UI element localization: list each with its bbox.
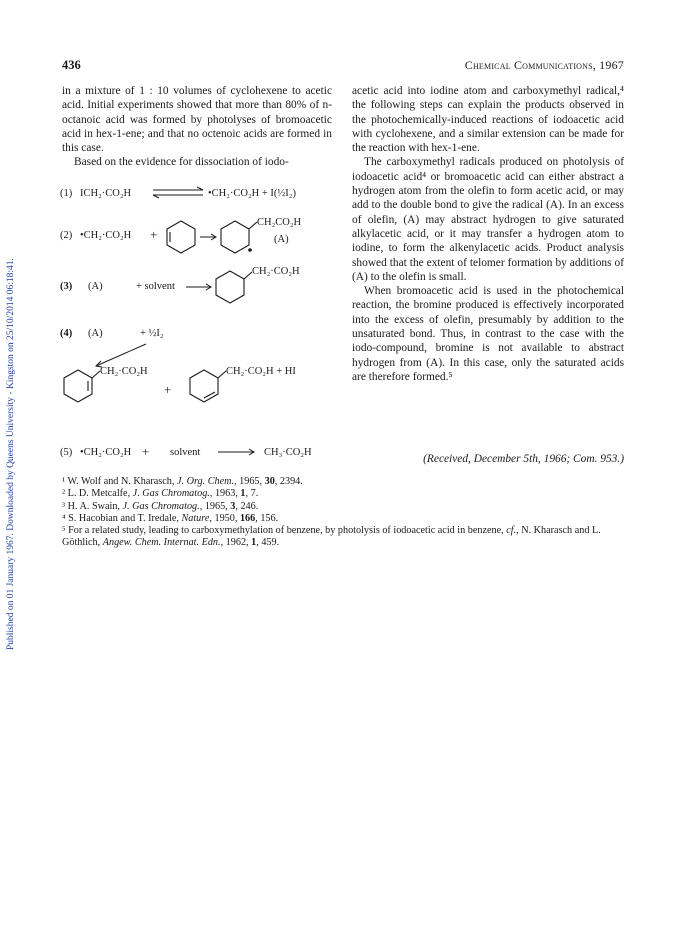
- right-paragraph-2: The carboxymethyl radicals produced on photolysis of iodoacetic acid⁴ or bromoacetic acid can either abstract a hydrogen atom from the olefin to form acetic acid, or may add to the double bond to give the radical (A). In an excess of olefin, (A) may abstract hydrogen to give saturated alkylacetic acid, or it may transfer a hydrogen atom to iodine, to form the alkenylacetic acids. Product analysis showed that the extent of telomer formation by additions of (A) to the olefin is small.: [352, 156, 624, 283]
- right-paragraph-1: acetic acid into iodine atom and carboxymethyl radical,⁴ the following steps can explain the products observed in the photochemically-induced reactions of iodoacetic acid with cyclohexene, and a similar extension can be made for the reaction with hex-1-ene.: [352, 85, 624, 155]
- diagonal-arrow: [96, 344, 146, 367]
- scheme-5-reactant: •CH₂·CO₂H: [80, 447, 132, 458]
- scheme-5-product: CH₃·CO₂H: [264, 447, 312, 458]
- cyclohexene-ring: [167, 221, 195, 253]
- reaction-schemes: [58, 172, 348, 462]
- radical-ring: [221, 221, 257, 253]
- scheme-3-reagent: + solvent: [136, 281, 175, 292]
- scheme-3-substituent: CH₂·CO₂H: [252, 266, 300, 277]
- reference-item: ³ H. A. Swain, J. Gas Chromatog., 1965, 3, 246.: [62, 500, 259, 512]
- cyclohexene-product-ring: [64, 370, 100, 402]
- scheme-4-number: (4): [60, 328, 73, 339]
- scheme-5-number: (5): [60, 447, 73, 458]
- scheme-2-label: (A): [274, 234, 289, 245]
- scheme-1-left: ICH₂·CO₂H: [80, 188, 132, 199]
- equilibrium-arrow: [153, 187, 203, 198]
- scheme-3-number: (3): [60, 281, 73, 292]
- reaction-arrow: [200, 234, 216, 240]
- scheme-5-reagent: solvent: [170, 447, 201, 458]
- scheme-4-product1-substituent: CH₂·CO₂H: [100, 366, 148, 377]
- scheme-1: [60, 187, 296, 199]
- left-column: [62, 84, 332, 170]
- scheme-4-reactant: (A): [88, 328, 103, 339]
- scheme-4-product2-substituent: CH₂·CO₂H + HI: [226, 366, 296, 377]
- running-title: Chemical Communications, 1967: [464, 58, 624, 72]
- scheme-2-plus: +: [150, 227, 158, 242]
- scheme-4: [60, 328, 296, 402]
- references-list: [62, 476, 628, 550]
- left-paragraph-2: Based on the evidence for dissociation of iodo-: [74, 156, 289, 169]
- right-column: [352, 84, 624, 384]
- scheme-2: [60, 217, 301, 253]
- scheme-4-reagent: + ½I₂: [140, 328, 164, 339]
- cyclohexane-ring: [216, 271, 252, 303]
- reference-item: ¹ W. Wolf and N. Kharasch, J. Org. Chem., 1965, 30, 2394.: [62, 476, 303, 487]
- scheme-3-reactant: (A): [88, 281, 103, 292]
- scheme-5-plus: +: [142, 444, 150, 459]
- scheme-1-number: (1): [60, 188, 73, 199]
- received-note: (Received, December 5th, 1966; Com. 953.): [423, 453, 624, 465]
- scheme-1-right: •CH₂·CO₂H + I(½I₂): [208, 188, 296, 199]
- left-paragraph-1: in a mixture of 1 : 10 volumes of cyclohexene to acetic acid. Initial experiments showed that more than 80% of n-octanoic acid was formed by photolyses of bromoacetic acid in hex-1-ene; and that no octenoic acids are formed in this case.: [62, 85, 332, 155]
- scheme-2-substituent: CH₂CO₂H: [257, 217, 302, 228]
- scheme-2-reagent: •CH₂·CO₂H: [80, 230, 132, 241]
- scheme-3: [60, 266, 300, 303]
- scheme-2-number: (2): [60, 230, 73, 241]
- reaction-arrow: [186, 284, 211, 290]
- scheme-5: [60, 444, 312, 459]
- reference-item: ⁴ S. Hacobian and T. Iredale, Nature, 1950, 166, 156.: [62, 512, 279, 524]
- reaction-arrow: [218, 449, 254, 455]
- reference-item: ⁵ For a related study, leading to carboxymethylation of benzene, by photolysis of iodoacetic acid in benzene, cf., N. Kharasch and L. Göthlich, Angew. Chem. Internat. Edn., 1962, 1, 459.: [62, 525, 601, 549]
- download-sidebar-note: Published on 01 January 1967. Downloaded by Queens University - Kingston on 25/10/2014 06:18:41.: [6, 258, 16, 650]
- page-header: [62, 58, 624, 76]
- right-paragraph-3: When bromoacetic acid is used in the photochemical reaction, the bromine produced is effectively incorporated into the excess of olefin, presumably by addition to the unsaturated bond. Thus, in contrast to the case with the iodo-compound, bromine is not available to abstract hydrogen from (A). In this case, only the saturated acids are therefore formed.⁵: [352, 285, 624, 383]
- radical-dot-icon: [248, 248, 252, 252]
- reference-item: ² L. D. Metcalfe, J. Gas Chromatog., 1963, 1, 7.: [62, 488, 259, 500]
- cyclohexene-isomer-ring: [190, 370, 226, 402]
- page-number: 436: [62, 58, 81, 72]
- scheme-4-plus: +: [164, 382, 172, 397]
